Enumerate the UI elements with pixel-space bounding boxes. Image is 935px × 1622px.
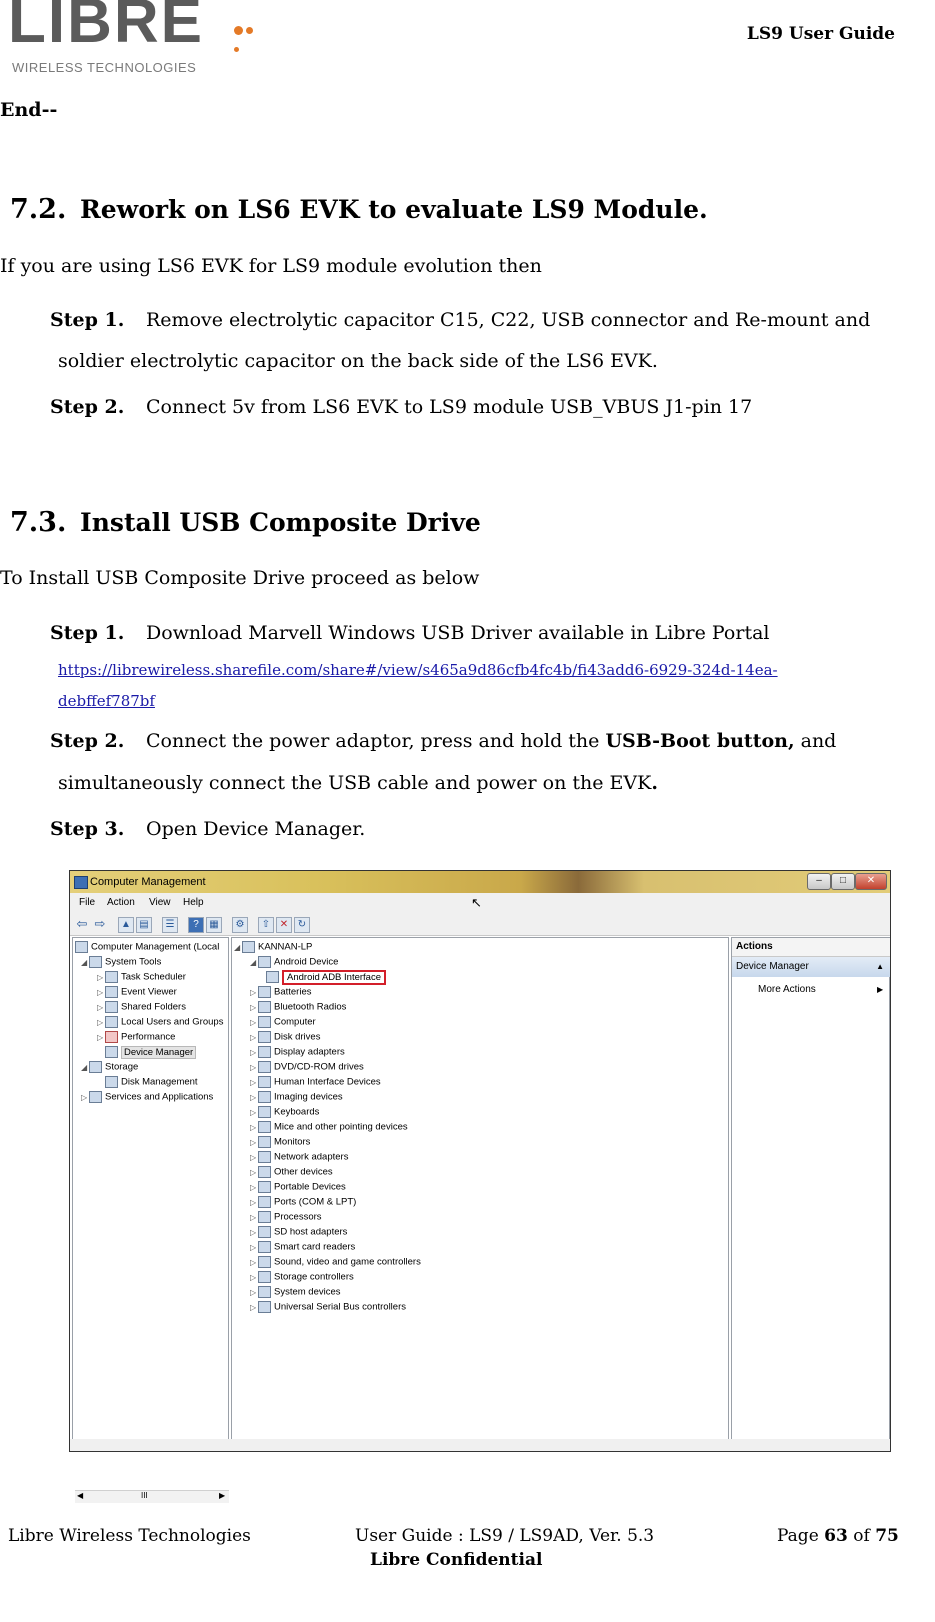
device-group-row[interactable] xyxy=(250,1031,320,1043)
collapse-arrow-icon[interactable]: ▷ xyxy=(250,1077,257,1087)
step-text: Download Marvell Windows USB Driver available in Libre Portal xyxy=(146,622,770,644)
collapse-arrow-icon[interactable]: ▷ xyxy=(97,972,104,982)
end-marker: End-- xyxy=(0,99,58,121)
collapse-arrow-icon[interactable]: ▷ xyxy=(250,1122,257,1132)
device-category-icon xyxy=(258,1301,271,1313)
device-group-label: Network adapters xyxy=(274,1151,349,1163)
actions-section-label: Device Manager xyxy=(736,961,809,972)
device-category-icon xyxy=(258,1151,271,1163)
tree-label: System Tools xyxy=(105,956,162,968)
logo-dots xyxy=(234,20,258,58)
device-category-icon xyxy=(258,1136,271,1148)
footer-confidential: Libre Confidential xyxy=(370,1550,543,1570)
collapse-arrow-icon[interactable]: ▷ xyxy=(250,1032,257,1042)
device-group-label: Display adapters xyxy=(274,1046,345,1058)
computer-icon xyxy=(242,941,255,953)
collapse-arrow-icon[interactable]: ▷ xyxy=(81,1092,88,1102)
device-group-row[interactable] xyxy=(250,1016,316,1028)
portal-link-line-1[interactable]: https://librewireless.sharefile.com/share#/view/s465a9d86cfb4fc4b/fi43add6-6929-324d-14ea- xyxy=(58,661,778,679)
step-text: Remove electrolytic capacitor C15, C22, USB connector and Re-mount and xyxy=(146,309,871,331)
tree-label: Services and Applications xyxy=(105,1091,214,1103)
device-category-icon xyxy=(258,986,271,998)
device-group-row[interactable] xyxy=(250,1151,348,1163)
device-group-row[interactable] xyxy=(266,971,386,983)
tree-label: Event Viewer xyxy=(121,986,177,998)
device-group-label: Human Interface Devices xyxy=(274,1076,381,1088)
step-2-line xyxy=(50,395,752,419)
collapse-arrow-icon[interactable]: ▷ xyxy=(250,1092,257,1102)
console-tree-pane xyxy=(72,937,229,1500)
collapse-arrow-icon[interactable]: ▷ xyxy=(97,987,104,997)
device-group-label: Storage controllers xyxy=(274,1271,354,1283)
device-group-label: Mice and other pointing devices xyxy=(274,1121,408,1133)
forward-arrow-icon[interactable]: ⇨ xyxy=(94,916,106,931)
device-group-row[interactable] xyxy=(250,1106,319,1118)
device-category-icon xyxy=(258,1001,271,1013)
storage-icon xyxy=(89,1061,102,1073)
device-category-icon xyxy=(258,1226,271,1238)
step-label: Step 2. xyxy=(50,396,125,418)
section-title: Rework on LS6 EVK to evaluate LS9 Module. xyxy=(80,195,708,224)
step-1-line xyxy=(50,308,870,332)
expand-arrow-icon[interactable]: ◢ xyxy=(81,957,88,967)
device-group-label: Monitors xyxy=(274,1136,311,1148)
tree-label: Shared Folders xyxy=(121,1001,186,1013)
properties-icon[interactable]: ☰ xyxy=(162,917,178,933)
footer-page-number xyxy=(777,1526,899,1546)
collapse-arrow-icon[interactable]: ▷ xyxy=(250,1107,257,1117)
device-group-row[interactable] xyxy=(250,986,312,998)
step-text: simultaneously connect the USB cable and power on the EVK xyxy=(58,772,652,794)
tools-icon xyxy=(89,956,102,968)
uninstall-icon[interactable]: ✕ xyxy=(276,917,292,933)
tree-label: Performance xyxy=(121,1031,176,1043)
tree-item[interactable] xyxy=(97,1031,175,1043)
section-7-3-heading xyxy=(10,507,481,538)
device-category-icon xyxy=(258,1166,271,1178)
tree-item[interactable] xyxy=(97,1016,223,1028)
collapse-arrow-icon[interactable]: ▷ xyxy=(250,987,257,997)
disable-device-icon[interactable]: ↻ xyxy=(294,917,310,933)
horizontal-scrollbar[interactable] xyxy=(75,1490,229,1503)
install-step-3 xyxy=(50,817,365,841)
window-titlebar xyxy=(70,871,890,893)
actions-pane xyxy=(731,937,890,1441)
status-bar xyxy=(70,1439,890,1451)
section-7-2-intro: If you are using LS6 EVK for LS9 module evolution then xyxy=(0,255,542,277)
device-group-label: DVD/CD-ROM drives xyxy=(274,1061,364,1073)
tree-label: Disk Management xyxy=(121,1076,198,1088)
device-group-row[interactable] xyxy=(250,1001,346,1013)
step-label: Step 2. xyxy=(50,730,125,752)
step-text: Open Device Manager. xyxy=(146,818,366,840)
device-group-row[interactable] xyxy=(250,1061,364,1073)
device-group-label: Sound, video and game controllers xyxy=(274,1256,421,1268)
section-number: 7.2. xyxy=(10,194,67,225)
section-7-3-intro: To Install USB Composite Drive proceed as below xyxy=(0,567,480,589)
device-category-icon xyxy=(258,1256,271,1268)
device-group-label: Universal Serial Bus controllers xyxy=(274,1301,406,1313)
install-step-2 xyxy=(50,729,836,753)
install-step-2-continuation xyxy=(58,771,658,795)
device-group-label: Bluetooth Radios xyxy=(274,1001,347,1013)
help-icon[interactable]: ? xyxy=(188,917,204,933)
device-group-row[interactable] xyxy=(250,1211,322,1223)
menu-bar xyxy=(70,893,890,913)
device-group-row[interactable] xyxy=(250,1121,408,1133)
step-1-continuation: soldier electrolytic capacitor on the back side of the LS6 EVK. xyxy=(58,350,658,372)
libre-logo xyxy=(8,0,258,80)
device-group-label: Keyboards xyxy=(274,1106,320,1118)
device-group-label: Smart card readers xyxy=(274,1241,356,1253)
section-7-2-heading xyxy=(10,194,708,225)
toolbar xyxy=(70,913,890,936)
collapse-arrow-icon[interactable]: ▷ xyxy=(250,1212,257,1222)
collapse-arrow-icon[interactable]: ▷ xyxy=(97,1032,104,1042)
step-label: Step 1. xyxy=(50,622,125,644)
collapse-arrow-icon[interactable]: ▷ xyxy=(250,1152,257,1162)
device-group-row[interactable] xyxy=(250,1286,341,1298)
tree-item[interactable] xyxy=(81,1061,138,1073)
maximize-button[interactable]: □ xyxy=(831,873,855,890)
tree-item[interactable] xyxy=(97,986,177,998)
collapse-arrow-icon[interactable]: ▷ xyxy=(250,1257,257,1267)
collapse-arrow-icon[interactable]: ▷ xyxy=(250,1197,257,1207)
collapse-up-icon[interactable]: ▲ xyxy=(876,962,884,971)
page-of: of xyxy=(847,1526,876,1546)
more-actions-link[interactable] xyxy=(758,984,816,995)
step-period: . xyxy=(651,772,658,794)
footer-doc-ref: User Guide : LS9 / LS9AD, Ver. 5.3 xyxy=(355,1526,655,1546)
device-category-icon xyxy=(258,1121,271,1133)
install-step-1 xyxy=(50,621,769,645)
scroll-left-icon[interactable]: ◀ xyxy=(77,1491,84,1500)
tree-label: Task Scheduler xyxy=(121,971,186,983)
device-category-icon xyxy=(258,1031,271,1043)
collapse-arrow-icon[interactable]: ▷ xyxy=(250,1017,257,1027)
collapse-arrow-icon[interactable]: ▷ xyxy=(250,1182,257,1192)
device-category-icon xyxy=(258,1076,271,1088)
shared-folder-icon xyxy=(105,1001,118,1013)
device-group-row[interactable] xyxy=(250,1076,381,1088)
menu-action[interactable]: Action xyxy=(107,897,135,908)
device-category-icon xyxy=(258,1211,271,1223)
expand-arrow-icon[interactable]: ◢ xyxy=(81,1062,88,1072)
more-actions-label: More Actions xyxy=(758,984,816,995)
device-group-row[interactable] xyxy=(250,1226,347,1238)
tree-label: Storage xyxy=(105,1061,139,1073)
android-adb-interface-label: Android ADB Interface xyxy=(282,970,386,985)
clock-icon xyxy=(105,971,118,983)
collapse-arrow-icon[interactable]: ▷ xyxy=(97,1017,104,1027)
device-group-label: Processors xyxy=(274,1211,322,1223)
device-category-icon xyxy=(258,1271,271,1283)
menu-file[interactable]: File xyxy=(79,897,96,908)
step-text: Connect 5v from LS6 EVK to LS9 module USB_VBUS J1-pin 17 xyxy=(146,396,753,418)
collapse-arrow-icon[interactable]: ▷ xyxy=(250,1302,257,1312)
device-category-icon xyxy=(258,1196,271,1208)
tree-item[interactable] xyxy=(81,956,161,968)
device-group-row[interactable] xyxy=(250,1256,421,1268)
device-group-row[interactable] xyxy=(250,1196,356,1208)
close-button[interactable]: ✕ xyxy=(855,873,887,890)
expand-arrow-icon[interactable]: ◢ xyxy=(234,942,241,952)
tree-label: Local Users and Groups xyxy=(121,1016,224,1028)
more-actions-arrow-icon[interactable]: ▶ xyxy=(877,985,884,994)
collapse-arrow-icon[interactable]: ▷ xyxy=(250,1227,257,1237)
device-group-row[interactable] xyxy=(250,1271,354,1283)
device-group-label: SD host adapters xyxy=(274,1226,348,1238)
disk-icon xyxy=(105,1076,118,1088)
device-group-label: Android Device xyxy=(274,956,339,968)
step-text-end: and xyxy=(794,730,837,752)
collapse-arrow-icon[interactable]: ▷ xyxy=(250,1167,257,1177)
device-group-row[interactable] xyxy=(250,1241,355,1253)
show-action-pane-icon[interactable]: ▦ xyxy=(206,917,222,933)
device-category-icon xyxy=(258,1106,271,1118)
scan-hardware-icon[interactable]: ⚙ xyxy=(232,917,248,933)
step-label: Step 3. xyxy=(50,818,125,840)
device-group-row[interactable] xyxy=(250,956,338,968)
collapse-arrow-icon[interactable]: ▷ xyxy=(250,1242,257,1252)
show-hide-tree-icon[interactable]: ▤ xyxy=(136,917,152,933)
device-manager-icon xyxy=(105,1046,118,1058)
collapse-arrow-icon[interactable]: ▷ xyxy=(97,1002,104,1012)
device-group-label: System devices xyxy=(274,1286,341,1298)
device-group-label: Disk drives xyxy=(274,1031,321,1043)
usb-boot-button-text: USB-Boot button, xyxy=(605,730,795,752)
update-driver-icon[interactable]: ⇧ xyxy=(258,917,274,933)
event-viewer-icon xyxy=(105,986,118,998)
device-category-icon xyxy=(266,971,279,983)
device-category-icon xyxy=(258,956,271,968)
tree-item[interactable] xyxy=(105,1076,198,1088)
computer-management-window xyxy=(69,870,891,1500)
logo-wordmark: LIBRE xyxy=(8,0,204,56)
actions-header: Actions xyxy=(732,938,890,957)
page-total: 75 xyxy=(875,1526,899,1546)
collapse-arrow-icon[interactable]: ▷ xyxy=(250,1272,257,1282)
device-group-label: Batteries xyxy=(274,986,312,998)
tree-label: Computer Management (Local xyxy=(91,941,220,953)
portal-link-line-2[interactable]: debffef787bf xyxy=(58,692,155,710)
device-root[interactable] xyxy=(234,941,312,953)
computer-management-icon xyxy=(74,876,88,889)
tree-item[interactable] xyxy=(81,1091,213,1103)
tree-item[interactable] xyxy=(97,1001,186,1013)
actions-device-manager[interactable] xyxy=(732,957,890,977)
device-list-pane xyxy=(231,937,729,1441)
tree-item[interactable] xyxy=(97,971,186,983)
expand-arrow-icon[interactable]: ◢ xyxy=(250,957,257,967)
section-number: 7.3. xyxy=(10,507,67,538)
device-group-row[interactable] xyxy=(250,1181,346,1193)
device-group-row[interactable] xyxy=(250,1136,310,1148)
device-category-icon xyxy=(258,1046,271,1058)
tree-item[interactable] xyxy=(75,941,219,953)
step-label: Step 1. xyxy=(50,309,125,331)
device-category-icon xyxy=(258,1181,271,1193)
collapse-arrow-icon[interactable]: ▷ xyxy=(250,1137,257,1147)
collapse-arrow-icon[interactable]: ▷ xyxy=(250,1287,257,1297)
tree-item-device-manager[interactable] xyxy=(105,1046,196,1058)
menu-help[interactable]: Help xyxy=(183,897,204,908)
device-group-row[interactable] xyxy=(250,1301,406,1313)
device-root-label: KANNAN-LP xyxy=(258,941,313,953)
scroll-grip[interactable]: III xyxy=(141,1491,148,1500)
device-group-label: Portable Devices xyxy=(274,1181,346,1193)
device-group-label: Imaging devices xyxy=(274,1091,343,1103)
device-group-label: Computer xyxy=(274,1016,316,1028)
document-title: LS9 User Guide xyxy=(746,24,895,44)
collapse-arrow-icon[interactable]: ▷ xyxy=(250,1062,257,1072)
back-arrow-icon[interactable]: ⇦ xyxy=(76,916,88,931)
device-group-label: Ports (COM & LPT) xyxy=(274,1196,357,1208)
up-folder-icon[interactable]: ▲ xyxy=(118,917,134,933)
menu-view[interactable]: View xyxy=(149,897,171,908)
tree-label-selected: Device Manager xyxy=(121,1046,196,1059)
collapse-arrow-icon[interactable]: ▷ xyxy=(250,1002,257,1012)
device-category-icon xyxy=(258,1091,271,1103)
device-category-icon xyxy=(258,1241,271,1253)
step-text: Connect the power adaptor, press and hold the xyxy=(146,730,606,752)
device-group-row[interactable] xyxy=(250,1046,345,1058)
users-icon xyxy=(105,1016,118,1028)
section-title: Install USB Composite Drive xyxy=(80,508,481,537)
window-title: Computer Management xyxy=(90,876,206,888)
footer-company: Libre Wireless Technologies xyxy=(8,1526,251,1546)
device-group-row[interactable] xyxy=(250,1166,333,1178)
page-current: 63 xyxy=(824,1526,848,1546)
logo-subtitle: WIRELESS TECHNOLOGIES xyxy=(12,60,197,75)
collapse-arrow-icon[interactable]: ▷ xyxy=(250,1047,257,1057)
scroll-right-icon[interactable]: ▶ xyxy=(219,1491,226,1500)
device-category-icon xyxy=(258,1286,271,1298)
computer-icon xyxy=(75,941,88,953)
mouse-cursor-icon: ↖ xyxy=(471,895,482,910)
device-group-row[interactable] xyxy=(250,1091,343,1103)
device-group-label: Other devices xyxy=(274,1166,333,1178)
device-category-icon xyxy=(258,1016,271,1028)
performance-icon xyxy=(105,1031,118,1043)
minimize-button[interactable]: – xyxy=(807,873,831,890)
services-icon xyxy=(89,1091,102,1103)
device-category-icon xyxy=(258,1061,271,1073)
page-prefix: Page xyxy=(777,1526,825,1546)
